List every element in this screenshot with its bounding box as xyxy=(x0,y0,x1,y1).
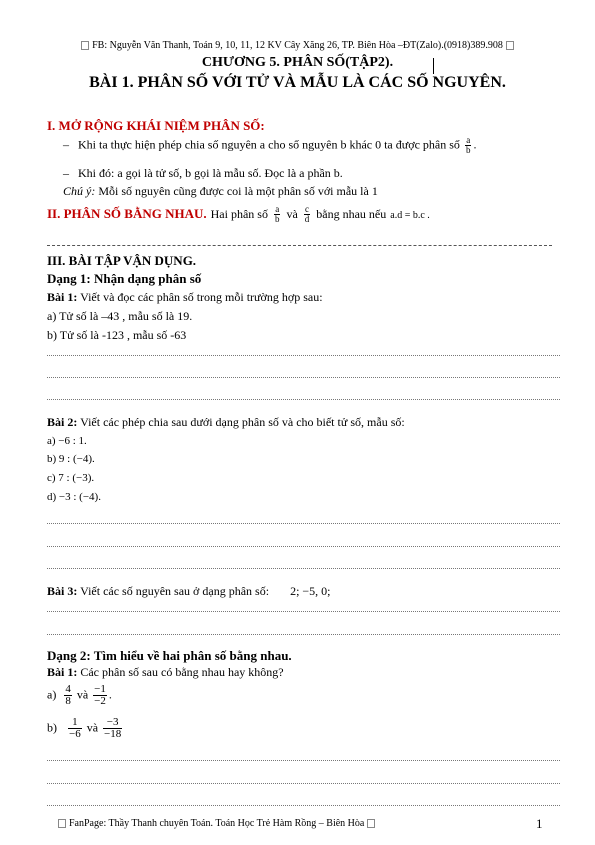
answer-line xyxy=(47,546,560,547)
answer-line xyxy=(47,760,560,761)
checkbox-icon xyxy=(81,41,89,50)
fraction-m3-m18: $\frac{-3}{-18}$ xyxy=(104,716,122,740)
bai2-item: b) 9 : (−4). xyxy=(47,453,95,465)
bai2-item: c) 7 : (−3). xyxy=(47,472,95,484)
answer-line xyxy=(47,523,560,524)
text-cursor xyxy=(433,58,434,74)
bai3-question: Bài 3: Viết các số nguyên sau ở dạng phân số: 2; −5, 0; xyxy=(47,584,331,598)
section-divider xyxy=(47,245,552,246)
fraction-4-8: $\frac{4}{8}$ xyxy=(65,683,71,707)
sec1-line1: – Khi ta thực hiện phép chia số nguyên a cho số nguyên b khác 0 ta được phân số $\frac{a}{b}$ . xyxy=(63,135,477,155)
answer-line xyxy=(47,355,560,356)
answer-line xyxy=(47,805,560,806)
checkbox-icon xyxy=(367,819,375,828)
bai2-question: Bài 2: Viết các phép chia sau dưới dạng phân số và cho biết tử số, mẫu số: xyxy=(47,415,405,429)
bai2-item: a) −6 : 1. xyxy=(47,435,87,447)
bai1-a: a) Tử số là –43 , mẫu số là 19. xyxy=(47,309,193,323)
page-header: FB: Nguyễn Văn Thanh, Toán 9, 10, 11, 12 KV Cây Xăng 26, TP. Biên Hòa –ĐT(Zalo).(0918)389.908 xyxy=(0,40,595,51)
section-2: II. PHÂN SỐ BẰNG NHAU. Hai phân số $\frac{a}{b}$ và $\frac{c}{d}$ bằng nhau nếu a.d = b.c . xyxy=(47,204,430,224)
answer-line xyxy=(47,783,560,784)
answer-line xyxy=(47,399,560,400)
section-2-heading: II. PHÂN SỐ BẰNG NHAU. xyxy=(47,206,207,222)
dang2-item-b: b) $\frac{1}{-6}$ và $\frac{-3}{-18}$ xyxy=(47,716,122,740)
checkbox-icon xyxy=(506,41,514,50)
answer-line xyxy=(47,611,560,612)
dang2-bai1-question: Bài 1: Các phân số sau có bằng nhau hay không? xyxy=(47,665,284,679)
bai2-item: d) −3 : (−4). xyxy=(47,491,101,503)
dang-2-heading: Dạng 2: Tìm hiểu về hai phân số bằng nhau. xyxy=(47,648,292,663)
sec1-note: Chú ý: Mỗi số nguyên cũng được coi là một phân số với mẫu là 1 xyxy=(63,184,378,198)
answer-line xyxy=(47,568,560,569)
section-1-heading: I. MỞ RỘNG KHÁI NIỆM PHÂN SỐ: xyxy=(47,118,265,133)
bai1-question: Bài 1: Viết và đọc các phân số trong mỗi trường hợp sau: xyxy=(47,290,323,304)
fraction-a-b: $\frac{a}{b}$ xyxy=(274,204,280,224)
fraction-c-d: $\frac{c}{d}$ xyxy=(304,204,310,224)
dang2-item-a: a) $\frac{4}{8}$ và $\frac{-1}{-2}$ . xyxy=(47,683,112,707)
dang-1-heading: Dạng 1: Nhận dạng phân số xyxy=(47,271,202,286)
page-number: 1 xyxy=(536,816,543,831)
answer-line xyxy=(47,377,560,378)
page-footer: FanPage: Thầy Thanh chuyên Toán. Toán Học Trẻ Hàm Rồng – Biên Hòa xyxy=(55,818,378,829)
section-3-heading: III. BÀI TẬP VẬN DỤNG. xyxy=(47,253,197,268)
checkbox-icon xyxy=(58,819,66,828)
lesson-title: BÀI 1. PHÂN SỐ VỚI TỬ VÀ MẪU LÀ CÁC SỐ NGUYÊN. xyxy=(89,74,506,91)
fraction-a-b: $\frac{a}{b}$ xyxy=(465,135,471,155)
fraction-1-m6: $\frac{1}{-6}$ xyxy=(69,716,81,740)
fraction-m1-m2: $\frac{-1}{-2}$ xyxy=(94,683,106,707)
sec1-line2: – Khi đó: a gọi là tử số, b gọi là mẫu số. Đọc là a phần b. xyxy=(63,166,343,180)
bai1-b: b) Tử số là -123 , mẫu số -63 xyxy=(47,328,187,342)
answer-line xyxy=(47,634,560,635)
chapter-title: CHƯƠNG 5. PHÂN SỐ(TẬP2). xyxy=(201,55,394,70)
